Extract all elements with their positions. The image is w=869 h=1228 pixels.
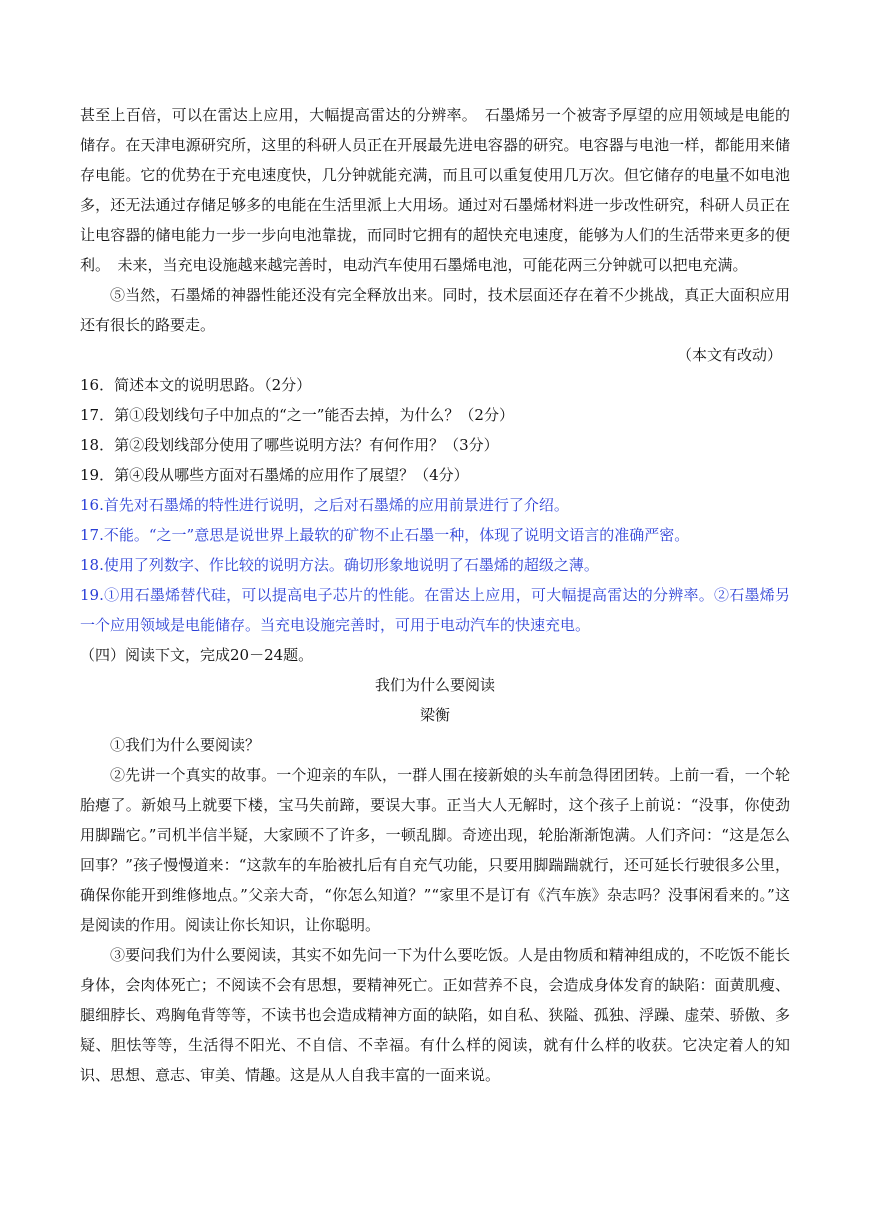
answer-18: 18.使用了列数字、作比较的说明方法。确切形象地说明了石墨烯的超级之薄。 xyxy=(80,556,599,574)
article-paragraph-2: ②先讲一个真实的故事。一个迎亲的车队，一群人围在接新娘的头车前急得团团转。上前一看，一个轮胎瘪了。新娘马上就要下楼，宝马失前蹄，要误大事。正当大人无解时，这个孩子上前说：“没事，你使劲用脚踹它。”司机半信半疑，大家顾不了许多，一顿乱脚。奇迹出现，轮胎渐渐饱满。人们齐问：“这是怎么回事？”孩子慢慢道来：“这款车的车胎被扎后有自充气功能，只要用脚踹踹就行，还可延长行驶很多公里，确保你能开到维修地点。”父亲大奇，“你怎么知道？”“家里不是订有《汽车族》杂志吗？没事闲看来的。”这是阅读的作用。阅读让你长知识，让你聪明。 xyxy=(80,766,790,934)
answer-19: 19.①用石墨烯替代硅，可以提高电子芯片的性能。在雷达上应用，可大幅提高雷达的分辨率。②石墨烯另一个应用领域是电能储存。当充电设施完善时，可用于电动汽车的快速充电。 xyxy=(80,586,790,634)
section-4-instruction: （四）阅读下文，完成20－24题。 xyxy=(80,646,314,664)
article-paragraph-1: ①我们为什么要阅读？ xyxy=(110,736,261,754)
article-paragraph-3: ③要问我们为什么要阅读，其实不如先问一下为什么要吃饭。人是由物质和精神组成的，不吃饭不能长身体，会肉体死亡；不阅读不会有思想，要精神死亡。正如营养不良，会造成身体发育的缺陷：面黄肌瘦、腿细脖长、鸡胸龟背等等，不读书也会造成精神方面的缺陷，如自私、狭隘、孤独、浮躁、虚荣、骄傲、多疑、胆怯等等，生活得不阳光、不自信、不幸福。有什么样的阅读，就有什么样的收获。它决定着人的知识、思想、意志、审美、情趣。这是从人自我丰富的一面来说。 xyxy=(80,946,790,1084)
article-title: 我们为什么要阅读 xyxy=(374,676,495,694)
question-18: 18．第②段划线部分使用了哪些说明方法？有何作用？（3分） xyxy=(80,436,499,454)
passage-paragraph-5: ⑤当然，石墨烯的神器性能还没有完全释放出来。同时，技术层面还存在着不少挑战，真正大面积应用还有很长的路要走。 xyxy=(80,286,790,334)
answer-17: 17.不能。“之一”意思是说世界上最软的矿物不止石墨一种，体现了说明文语言的准确严密。 xyxy=(80,526,690,544)
answer-16: 16.首先对石墨烯的特性进行说明，之后对石墨烯的应用前景进行了介绍。 xyxy=(80,496,569,514)
article-author: 梁衡 xyxy=(419,706,450,724)
question-16: 16．简述本文的说明思路。（2分） xyxy=(80,376,312,394)
document-page xyxy=(80,100,790,1090)
passage-paragraph-4-continued: 甚至上百倍，可以在雷达上应用，大幅提高雷达的分辨率。 石墨烯另一个被寄予厚望的应用领域是电能的储存。在天津电源研究所，这里的科研人员正在开展最先进电容器的研究。电容器与电池一样，都能用来储存电能。它的优势在于充电速度快，几分钟就能充满，而且可以重复使用几万次。但它储存的电量不如电池多，还无法通过存储足够多的电能在生活里派上大用场。通过对石墨烯材料进一步改性研究，科研人员正在让电容器的储电能力一步一步向电池靠拢，而同时它拥有的超快充电速度，能够为人们的生活带来更多的便利。 未来，当充电设施越来越完善时，电动汽车使用石墨烯电池，可能花两三分钟就可以把电充满。 xyxy=(80,106,790,274)
source-note: （本文有改动） xyxy=(676,346,782,364)
question-19: 19．第④段从哪些方面对石墨烯的应用作了展望？（4分） xyxy=(80,466,469,484)
question-17: 17．第①段划线句子中加点的“之一”能否去掉，为什么？（2分） xyxy=(80,406,514,424)
